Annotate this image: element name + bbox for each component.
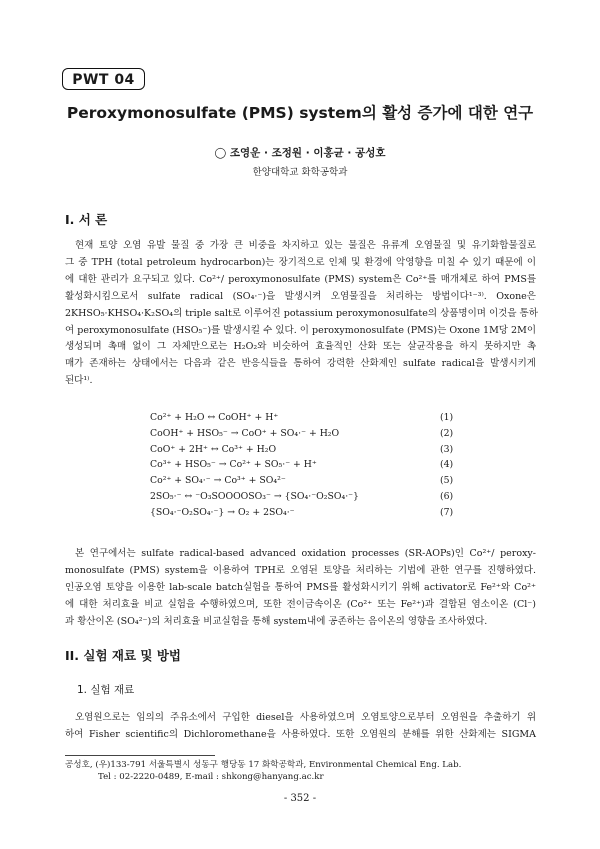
equation-expr: CoO⁺ + 2H⁺ ↔ Co³⁺ + H₂O (150, 443, 277, 455)
footnote-line: Tel : 02-2220-0489, E-mail : shkong@hanyang.ac.kr (98, 772, 324, 782)
equation-row (150, 442, 454, 458)
equation-number: (3) (440, 443, 454, 455)
equation-row (150, 410, 454, 426)
paper-title: Peroxymonosulfate (PMS) system의 활성 증가에 대한 연구 (66, 104, 534, 122)
equation-expr: 2SO₅·⁻ ↔ ⁻O₃SOOOOSO₃⁻ → {SO₄·⁻O₂SO₄·⁻} (150, 490, 359, 502)
materials-paragraph (65, 710, 536, 744)
session-tag: PWT 04 (62, 68, 145, 90)
paragraph-line: 매가 존재하는 상태에서는 다음과 같은 반응식들을 통하여 강력한 산화제인 sulfate radical을 발생시키게 (65, 358, 536, 370)
author-list: ◯ 조영운 · 조정원 · 이홍균 · 공성호 (214, 147, 386, 159)
paragraph-line: 활성화시킴으로서 sulfate radical (SO₄·⁻)을 발생시켜 오염물질을 처리하는 방법이다¹⁻³⁾. Oxone은 (65, 290, 536, 302)
equation-number: (1) (440, 412, 454, 423)
paragraph-line: 본 연구에서는 sulfate radical-based advanced oxidation processes (SR-AOPs)인 Co²⁺/ peroxy- (75, 548, 536, 559)
equation-number: (6) (440, 490, 454, 502)
intro-heading: I. 서 론 (65, 212, 108, 227)
page-number: - 352 - (283, 793, 317, 804)
affiliation: 한양대학교 화학공학과 (252, 167, 348, 178)
paragraph-line: 과 황산이온 (SO₄²⁻)의 처리효율 비교실험을 통해 system내에 공존하는 음이온의 영향을 조사하였다. (65, 615, 488, 627)
footnote-line: 공성호, (우)133-791 서울특별시 성동구 행당동 17 화학공학과, Environmental Chemical Eng. Lab. (65, 760, 462, 770)
equation-expr: {SO₄·⁻O₂SO₄·⁻} → O₂ + 2SO₄·⁻ (150, 506, 295, 518)
equation-number: (2) (440, 427, 454, 439)
paragraph-line: 된다¹⁾. (65, 375, 93, 387)
paragraph-line: monosulfate (PMS) system을 이용하여 TPH로 오염된 토양을 처리하는 기법에 관한 연구를 진행하였다. (65, 564, 536, 576)
paragraph-line: 2KHSO₅·KHSO₄·K₂SO₄의 triple salt로 이루어진 potassium peroxymonosulfate의 상품명이며 이것을 통하 (65, 307, 538, 319)
paragraph-line: 인공오염 토양을 이용한 lab-scale batch실험을 통하여 PMS를 활성화시키기 위해 activator로 Fe²⁺와 Co²⁺ (65, 581, 536, 593)
paragraph-line: 에 대한 처리효율 비교 실험을 수행하였으며, 또한 전이금속이온 (Co²⁺ 또는 Fe²⁺)과 결합된 염소이온 (Cl⁻) (65, 598, 536, 610)
paragraph-line: 하여 Fisher scientific의 Dichloromethane을 사용하였다. 또한 오염원의 분해를 위한 산화제는 SIGMA (65, 728, 536, 740)
paragraph-line: 에 대한 관리가 요구되고 있다. Co²⁺/ peroxymonosulfate (PMS) system은 Co²⁺를 매개체로 하여 PMS를 (65, 273, 536, 285)
footnote-divider (65, 755, 215, 756)
equation-expr: CoOH⁺ + HSO₅⁻ → CoO⁺ + SO₄·⁻ + H₂O (150, 427, 340, 439)
equation-number: (5) (440, 475, 454, 487)
equation-expr: Co³⁺ + HSO₅⁻ → Co²⁺ + SO₅·⁻ + H⁺ (150, 459, 317, 471)
equation-row (150, 489, 454, 505)
paragraph-line: 생성되며 촉매 없이 그 자체만으로는 H₂O₂와 비슷하여 효율적인 산화 또는 살균작용을 하지 못하지만 촉 (65, 341, 536, 353)
materials-subheading: 1. 실험 재료 (77, 684, 135, 696)
equation-expr: Co²⁺ + SO₄·⁻ → Co³⁺ + SO₄²⁻ (150, 475, 286, 487)
intro-paragraph (65, 238, 536, 390)
equation-row (150, 473, 454, 489)
equation-row (150, 426, 454, 442)
equation-number: (7) (440, 506, 454, 518)
equation-number: (4) (440, 459, 454, 471)
equation-row (150, 505, 454, 521)
paragraph-line: 여 peroxymonosulfate (HSO₅⁻)를 발생시킬 수 있다. 이 peroxymonosulfate (PMS)는 Oxone 1M당 2M이 (65, 324, 536, 336)
equation-expr: Co²⁺ + H₂O ↔ CoOH⁺ + H⁺ (150, 412, 279, 423)
study-paragraph (65, 546, 536, 631)
paragraph-line: 현재 토양 오염 유발 물질 중 가장 큰 비중을 차지하고 있는 물질은 유류계 오염물질 및 유기화합물질로 (75, 240, 536, 251)
equation-row (150, 457, 454, 473)
paragraph-line: 그 중 TPH (total petroleum hydrocarbon)는 장기적으로 인체 및 환경에 악영향을 미칠 수 있기 때문에 이 (65, 256, 536, 268)
equation-list (150, 410, 454, 521)
methods-heading: II. 실험 재료 및 방법 (65, 648, 181, 663)
paragraph-line: 오염원으로는 임의의 주유소에서 구입한 diesel을 사용하였으며 오염토양으로부터 오염원을 추출하기 위 (75, 712, 536, 723)
